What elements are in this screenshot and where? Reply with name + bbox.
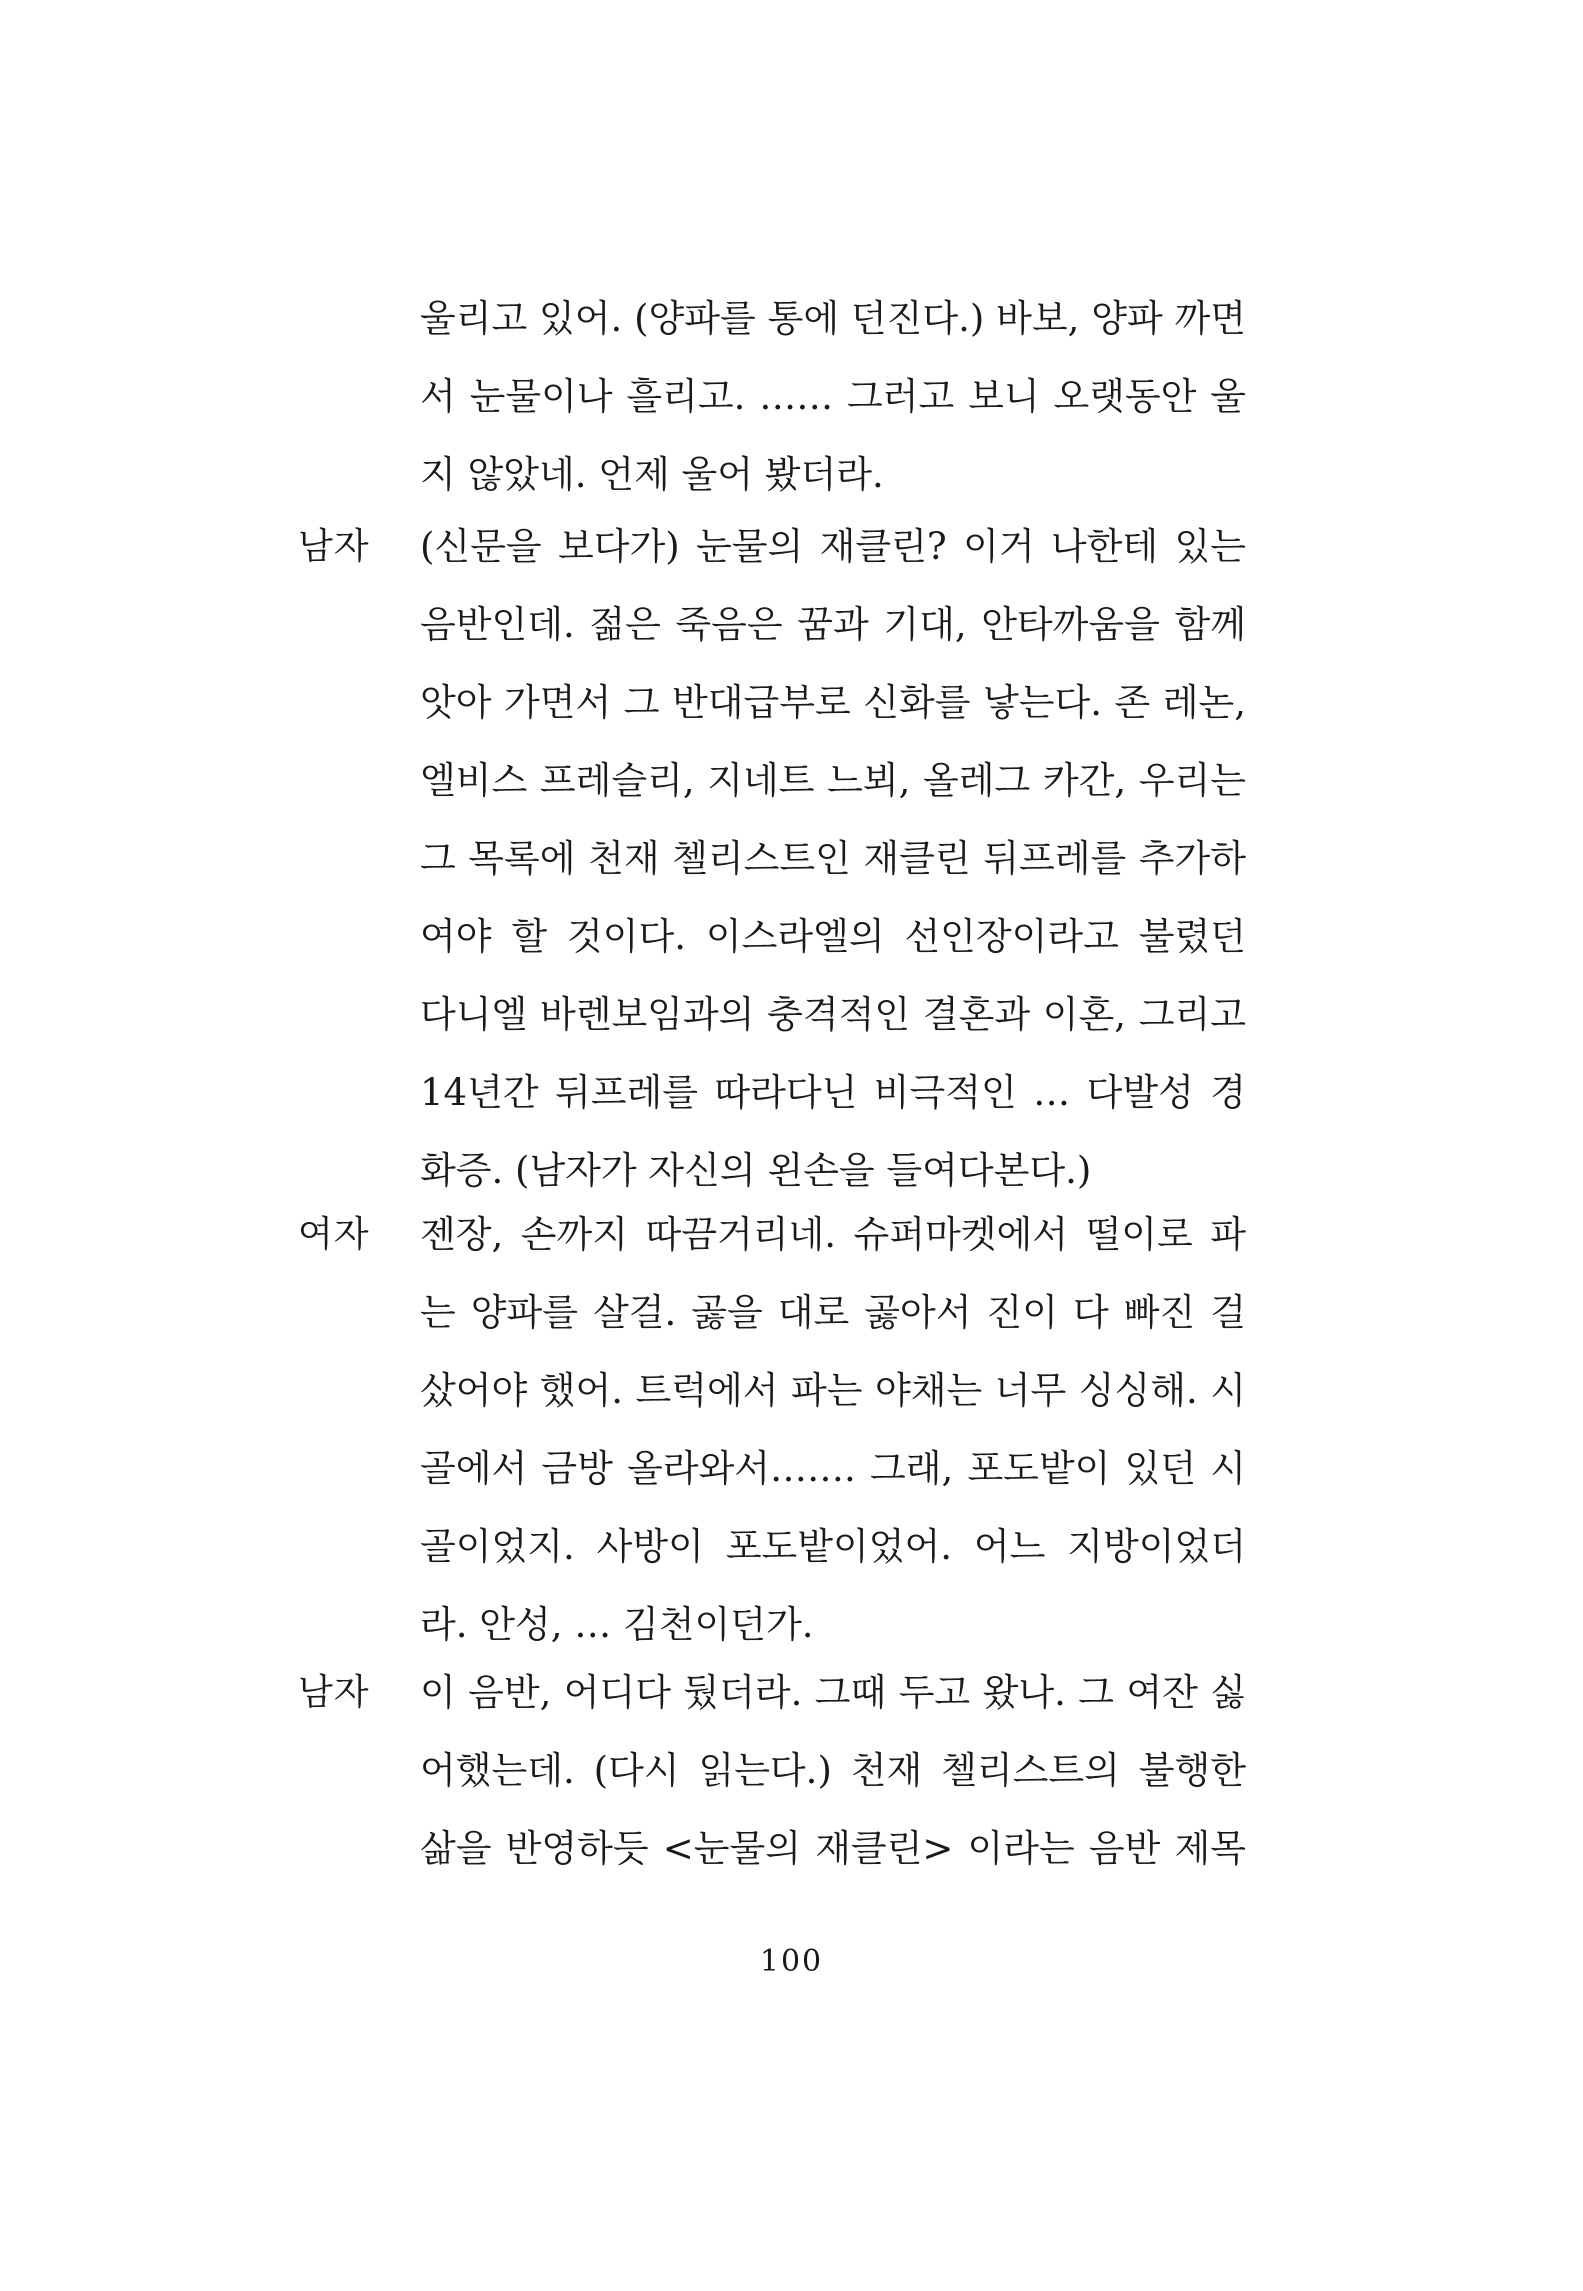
text-line: 14년간 뒤프레를 따라다닌 비극적인 … 다발성 경 [420,1071,1246,1114]
text-line: 골에서 금방 올라와서……. 그래, 포도밭이 있던 시 [420,1447,1246,1490]
text-line: 울리고 있어. (양파를 통에 던진다.) 바보, 양파 까면 [420,297,1246,340]
text-line: (신문을 보다가) 눈물의 재클린? 이거 나한테 있는 [420,525,1246,568]
text-line: 어했는데. (다시 읽는다.) 천재 첼리스트의 불행한 [420,1749,1246,1792]
paragraph-text [420,1196,1246,1664]
text-line: 다니엘 바렌보임과의 충격적인 결혼과 이혼, 그리고 [420,993,1246,1036]
text-line: 화증. (남자가 자신의 왼손을 들여다본다.) [420,1149,1092,1192]
text-line: 그 목록에 천재 첼리스트인 재클린 뒤프레를 추가하 [420,837,1246,880]
speaker-label: 여자 [298,1214,370,1255]
text-line: 앗아 가면서 그 반대급부로 신화를 낳는다. 존 레논, [420,681,1246,724]
text-line: 삶을 반영하듯 <눈물의 재클린> 이라는 음반 제목 [420,1827,1246,1870]
text-line: 여야 할 것이다. 이스라엘의 선인장이라고 불렸던 [420,915,1246,958]
page-number: 100 [759,1944,824,1979]
text-line: 음반인데. 젊은 죽음은 꿈과 기대, 안타까움을 함께 [420,603,1246,646]
text-line: 라. 안성, … 김천이던가. [420,1603,814,1646]
text-line: 골이었지. 사방이 포도밭이었어. 어느 지방이었더 [420,1525,1246,1568]
paragraph-text [420,1654,1246,1888]
text-line: 는 양파를 살걸. 곯을 대로 곯아서 진이 다 빠진 걸 [420,1291,1246,1334]
paragraph-text [420,508,1246,1210]
text-line: 서 눈물이나 흘리고. …… 그러고 보니 오랫동안 울 [420,375,1246,418]
text-line: 이 음반, 어디다 뒀더라. 그때 두고 왔나. 그 여잔 싫 [420,1671,1246,1714]
text-line: 엘비스 프레슬리, 지네트 느뵈, 올레그 카간, 우리는 [420,759,1246,802]
speaker-label: 남자 [298,1672,370,1713]
text-line: 샀어야 했어. 트럭에서 파는 야채는 너무 싱싱해. 시 [420,1369,1246,1412]
text-line: 젠장, 손까지 따끔거리네. 슈퍼마켓에서 떨이로 파 [420,1213,1246,1256]
text-line: 지 않았네. 언제 울어 봤더라. [420,453,884,496]
paragraph-text [420,280,1246,514]
speaker-label: 남자 [298,526,370,567]
